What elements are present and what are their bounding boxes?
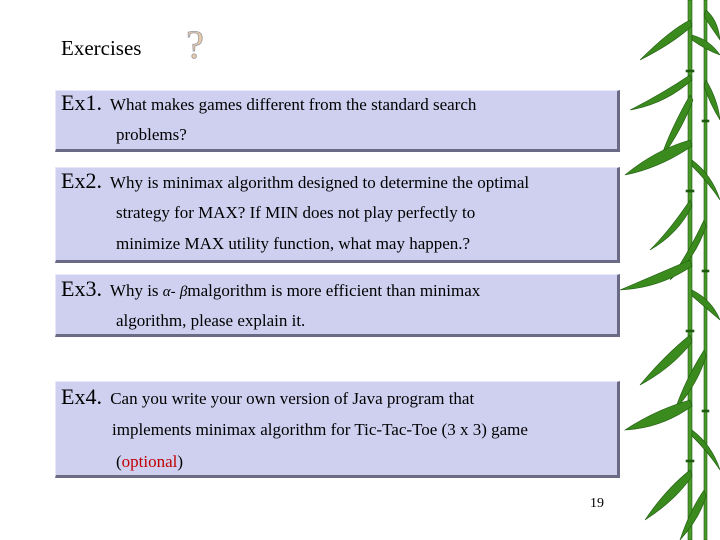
exercise-1-line-1	[61, 90, 476, 116]
exercise-4-line-3	[116, 452, 183, 472]
exercise-2-line-1	[61, 168, 529, 194]
exercise-4-line-1	[61, 384, 474, 410]
exercise-2-label: Ex2.	[61, 168, 102, 193]
exercise-1-line-2: problems?	[116, 125, 187, 144]
exercise-4-label: Ex4.	[61, 384, 102, 409]
page-number: 19	[590, 496, 604, 511]
exercise-2-text: Why is minimax algorithm designed to determine the optimal	[109, 173, 530, 192]
dash-symbol: -	[170, 284, 176, 300]
slide-title: Exercises	[61, 36, 142, 60]
exercise-3-line-1	[61, 276, 480, 302]
exercise-3-line-2: algorithm, please explain it.	[116, 311, 306, 330]
exercise-2-line-3: minimize MAX utility function, what may happen.?	[116, 234, 471, 253]
optional-label: optional	[121, 452, 178, 471]
exercise-4-text: Can you write your own version of Java program that	[110, 389, 475, 408]
exercise-3-label: Ex3.	[61, 276, 102, 301]
paren-open: (	[116, 452, 122, 471]
exercise-1-label: Ex1.	[61, 90, 102, 115]
question-mark-icon	[180, 20, 210, 66]
exercise-4-line-2: implements minimax algorithm for Tic-Tac-Toe (3 x 3) game	[112, 420, 528, 439]
svg-text:?: ?	[186, 22, 204, 66]
beta-symbol: β	[179, 284, 188, 300]
exercise-2-line-2: strategy for MAX? If MIN does not play perfectly to	[116, 203, 476, 222]
alpha-symbol: α	[162, 284, 171, 300]
bamboo-decoration	[600, 0, 720, 540]
exercise-1-text: What makes games different from the standard search	[109, 95, 477, 114]
paren-close: )	[177, 452, 184, 471]
exercise-3-text-prefix: Why is	[109, 281, 159, 300]
exercise-3-text-suffix: malgorithm is more efficient than minimax	[187, 281, 481, 300]
